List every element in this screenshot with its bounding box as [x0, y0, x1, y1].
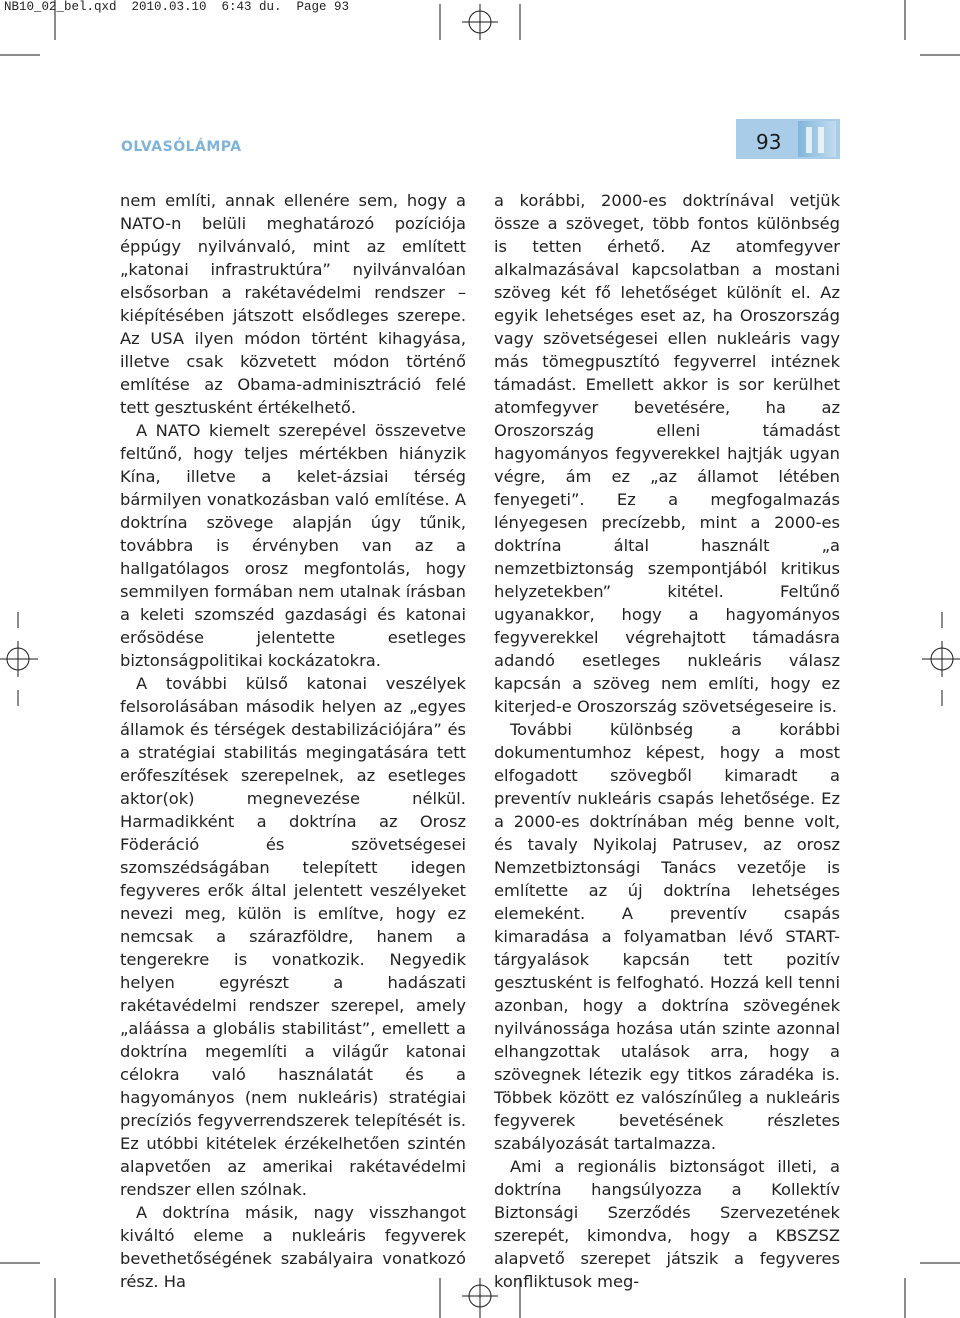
paragraph: További különbség a korábbi dokumentumhoz képest, hogy a most elfogadott szövegből kimaradt a preventív nukleáris csapás lehetősége. Ez a 2000-es doktrínában még benne volt, és tavaly Nyikolaj Patrusev, az orosz Nemzetbiztonsági Tanács vezetője is említette az új doktrína lehetséges elemeként. A preventív csapás kimaradása a folyamatban lévő START-tárgyalások kapcsán tett pozitív gesztusként is felfogható. Hozzá kell tenni azonban, hogy a doktrína szövegének nyilvánossága hozása után szinte azonnal elhangzottak utalások arra, hogy a szövegnek létezik egy titkos záradéka is. Többek között ez valószínűleg a nukleáris fegyverek bevetésének részletes szabályozását tartalmazza.	[494, 720, 840, 1153]
paragraph: a korábbi, 2000-es doktrínával vetjük össze a szöveget, több fontos különbség is tetten érhető. Az atomfegyver alkalmazásával kapcsolatban a mostani szöveg két fő lehetőséget különít el. Az egyik lehetséges eset az, ha Oroszország vagy szövetségesei ellen nukleáris vagy más tömegpusztító fegyverrel intéznek támadást. Emellett akkor is sor kerülhet atomfegyver bevetésére, ha az Oroszország elleni támadást hagyományos fegyverekkel hajtják ugyan végre, ám ez „az államot létében fenyegeti”. Ez a megfogalmazás lényegesen precízebb, mint a 2000-es doktrína által használt „a nemzetbiztonság szempontjából kritikus helyzetekben” kitétel. Feltűnő ugyanakkor, hogy a hagyományos fegyverekkel végrehajtott támadásra adandó esetleges nukleáris válasz kapcsán a szöveg nem említi, hogy ez kiterjed-e Oroszország szövetségeseire is.	[494, 191, 840, 716]
paragraph: A további külső katonai veszélyek felsorolásában második helyen az „egyes államok és térségek destabilizációjára” és a stratégiai stabilitás megingatására tett erőfeszítések szerepelnek, az esetleges aktor(ok) megnevezése nélkül. Harmadikként a doktrína az Orosz Föderáció és szövetségesei szomszédságában telepített idegen fegyveres erők által jelentett veszélyeket nevezi meg, külön is említve, hogy ez nemcsak a szárazföldre, hanem a tengerekre is vonatkozik. Negyedik helyen egyrészt a hadászati rakétavédelmi rendszer szerepel, amely „aláássa a globális stabilitást”, emellett a doktrína megemlíti a világűr katonai célokra való használatát és a hagyományos (nem nukleáris) stratégiai precíziós fegyverrendszerek telepítését is. Ez utóbbi kitételek érzékelhetően szintén alapvetően az amerikai rakétavédelmi rendszer ellen szólnak.	[120, 674, 466, 1199]
right-text-column	[494, 189, 840, 1293]
paragraph: nem említi, annak ellenére sem, hogy a NATO-n belüli meghatározó pozíciója éppúgy nyilvánvaló, mint az említett „katonai infrastruktúra” nyilvánvalóan elsősorban a rakétavédelmi rendszer – kiépítésében játszott elsődleges szerepe. Az USA ilyen módon történt kihagyása, illetve csak közvetett módon történő említése az Obama-adminisztráció felé tett gesztusként értékelhető.	[120, 191, 466, 417]
paragraph: A NATO kiemelt szerepével összevetve feltűnő, hogy teljes mértékben hiányzik Kína, illetve a kelet-ázsiai térség bármilyen vonatkozásban való említése. A doktrína szövege alapján úgy tűnik, továbbra is érvényben van az a hallgatólagos orosz megfontolás, hogy semmilyen formában nem utalnak írásban a keleti szomszéd gazdasági és katonai erősödése jelentette esetleges biztonságpolitikai kockázatokra.	[120, 421, 466, 670]
publication-logo-icon	[798, 121, 836, 157]
left-text-column	[120, 189, 466, 1293]
page-number: 93	[756, 130, 782, 154]
paragraph: Ami a regionális biztonságot illeti, a doktrína hangsúlyozza a Kollektív Biztonsági Szerződés Szervezetének szerepét, kimondva, hogy a KBSZSZ alapvető szerepet játszik a fegyveres konfliktusok meg-	[494, 1157, 840, 1291]
paragraph: A doktrína másik, nagy visszhangot kiváltó eleme a nukleáris fegyverek bevethetőségének szabályaira vonatkozó rész. Ha	[120, 1203, 466, 1291]
print-slug: NB10_02_bel.qxd 2010.03.10 6:43 du. Page 93	[4, 0, 350, 14]
section-title: OLVASÓLÁMPA	[121, 139, 242, 155]
page-number-badge	[736, 119, 840, 159]
